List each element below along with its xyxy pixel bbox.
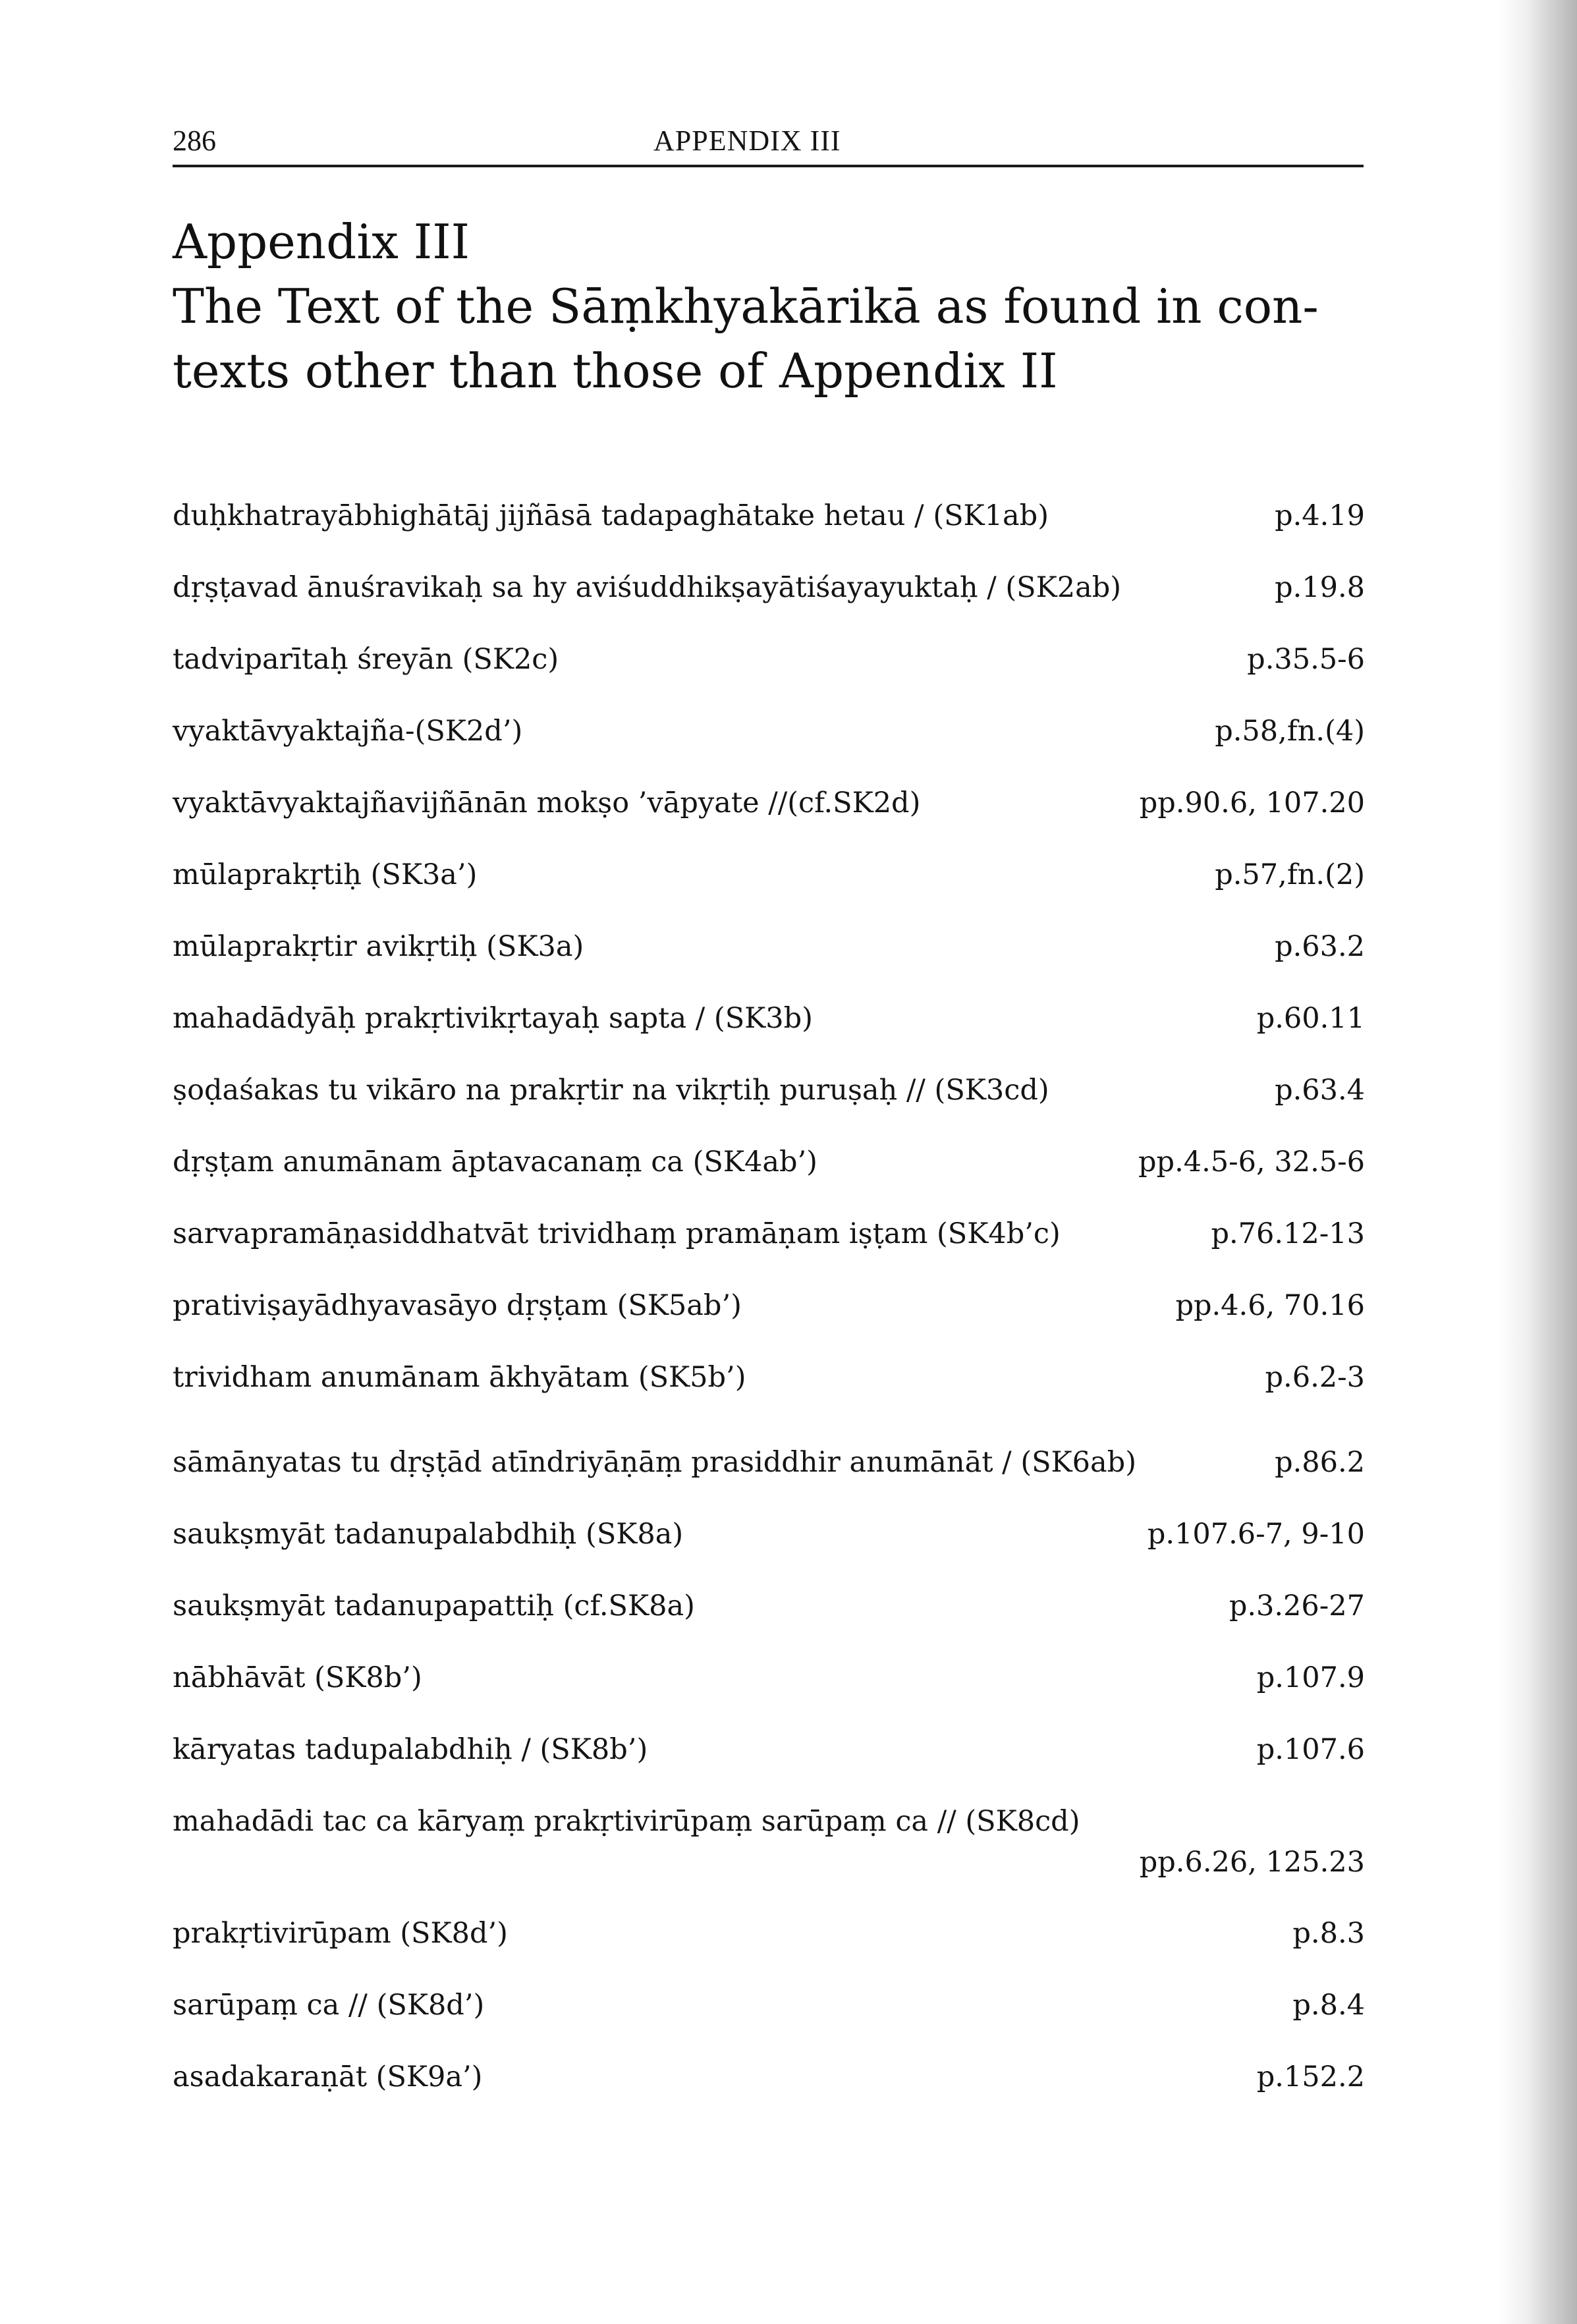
page-reference: p.60.11 [1256, 1002, 1365, 1035]
page-number: 286 [173, 124, 216, 157]
page-reference: p.4.19 [1275, 499, 1365, 532]
verse-reference-list [173, 493, 1365, 2126]
list-item [173, 1727, 1365, 1798]
verse-text: prativiṣayādhyavasāyo dṛṣṭam (SK5ab’) [173, 1289, 742, 1322]
page-reference: pp.90.6, 107.20 [1139, 787, 1365, 819]
list-item [173, 1283, 1365, 1354]
page-reference: p.107.9 [1256, 1661, 1365, 1694]
verse-text: mūlaprakṛtir avikṛtiḥ (SK3a) [173, 930, 584, 963]
list-item [173, 1211, 1365, 1283]
page-reference: p.152.2 [1256, 2061, 1365, 2093]
verse-text: mahadādi tac ca kāryaṃ prakṛtivirūpaṃ sarūpaṃ ca // (SK8cd) [173, 1805, 1080, 1838]
verse-text: vyaktāvyaktajña-(SK2d’) [173, 715, 523, 748]
list-item [173, 1910, 1365, 1982]
list-item [173, 565, 1365, 636]
list-item [173, 852, 1365, 924]
list-item [173, 2054, 1365, 2126]
page-reference: p.63.2 [1275, 930, 1365, 963]
page-reference: p.76.12-13 [1211, 1217, 1365, 1250]
scan-page-edge [1498, 0, 1577, 2324]
verse-text: asadakaraṇāt (SK9a’) [173, 2061, 483, 2093]
heading-line-3: texts other than those of Appendix II [173, 343, 1058, 399]
page-reference: p.86.2 [1275, 1446, 1365, 1479]
list-item [173, 1583, 1365, 1655]
page-reference: p.3.26-27 [1229, 1590, 1365, 1622]
list-item [173, 1067, 1365, 1139]
page-reference: pp.4.5-6, 32.5-6 [1138, 1146, 1365, 1178]
running-title: APPENDIX III [653, 124, 841, 157]
list-item [173, 995, 1365, 1067]
list-item [173, 1798, 1365, 1910]
verse-text: saukṣmyāt tadanupalabdhiḥ (SK8a) [173, 1518, 684, 1551]
page-reference: p.107.6 [1256, 1733, 1365, 1766]
list-item [173, 1982, 1365, 2054]
list-item [173, 780, 1365, 852]
list-item [173, 1439, 1365, 1511]
page-reference: p.6.2-3 [1265, 1361, 1365, 1394]
verse-text: ṣoḍaśakas tu vikāro na prakṛtir na vikṛtiḥ puruṣaḥ // (SK3cd) [173, 1074, 1049, 1107]
list-item [173, 1139, 1365, 1211]
verse-text: mūlaprakṛtiḥ (SK3a’) [173, 858, 478, 891]
verse-text: sarūpaṃ ca // (SK8d’) [173, 1989, 485, 2022]
list-item [173, 924, 1365, 995]
verse-text: mahadādyāḥ prakṛtivikṛtayaḥ sapta / (SK3b) [173, 1002, 813, 1035]
verse-text: tadviparītaḥ śreyān (SK2c) [173, 643, 559, 676]
verse-text: sāmānyatas tu dṛṣṭād atīndriyāṇāṃ prasiddhir anumānāt / (SK6ab) [173, 1446, 1136, 1479]
verse-text: duḥkhatrayābhighātāj jijñāsā tadapaghātake hetau / (SK1ab) [173, 499, 1049, 532]
verse-text: kāryatas tadupalabdhiḥ / (SK8b’) [173, 1733, 648, 1766]
page-reference: p.58,fn.(4) [1215, 715, 1365, 748]
page-reference: pp.4.6, 70.16 [1175, 1289, 1365, 1322]
list-item [173, 1655, 1365, 1727]
list-item [173, 493, 1365, 565]
page-reference: pp.6.26, 125.23 [1139, 1846, 1365, 1879]
verse-text: trividham anumānam ākhyātam (SK5b’) [173, 1361, 746, 1394]
verse-text: dṛṣṭavad ānuśravikaḥ sa hy aviśuddhikṣayātiśayayuktaḥ / (SK2ab) [173, 571, 1122, 604]
verse-text: sarvapramāṇasiddhatvāt trividhaṃ pramāṇam iṣṭam (SK4b’c) [173, 1217, 1061, 1250]
page-reference: p.19.8 [1275, 571, 1365, 604]
list-item [173, 1511, 1365, 1583]
page-reference: p.35.5-6 [1247, 643, 1365, 676]
page-reference: p.8.4 [1292, 1989, 1365, 2022]
verse-text: vyaktāvyaktajñavijñānān mokṣo ’vāpyate //(cf.SK2d) [173, 787, 921, 819]
verse-text: dṛṣṭam anumānam āptavacanaṃ ca (SK4ab’) [173, 1146, 817, 1178]
running-header [173, 123, 1364, 167]
list-item [173, 636, 1365, 708]
page-reference: p.8.3 [1292, 1917, 1365, 1950]
list-item [173, 1354, 1365, 1426]
list-item [173, 708, 1365, 780]
verse-text: saukṣmyāt tadanupapattiḥ (cf.SK8a) [173, 1590, 695, 1622]
appendix-heading [173, 209, 1365, 403]
heading-line-1: Appendix III [173, 214, 470, 269]
page-reference: p.57,fn.(2) [1215, 858, 1365, 891]
verse-text: prakṛtivirūpam (SK8d’) [173, 1917, 508, 1950]
page-reference: p.63.4 [1275, 1074, 1365, 1107]
page-reference: p.107.6-7, 9-10 [1147, 1518, 1365, 1551]
verse-text: nābhāvāt (SK8b’) [173, 1661, 422, 1694]
heading-line-2: The Text of the Sāṃkhyakārikā as found in con- [173, 279, 1319, 334]
